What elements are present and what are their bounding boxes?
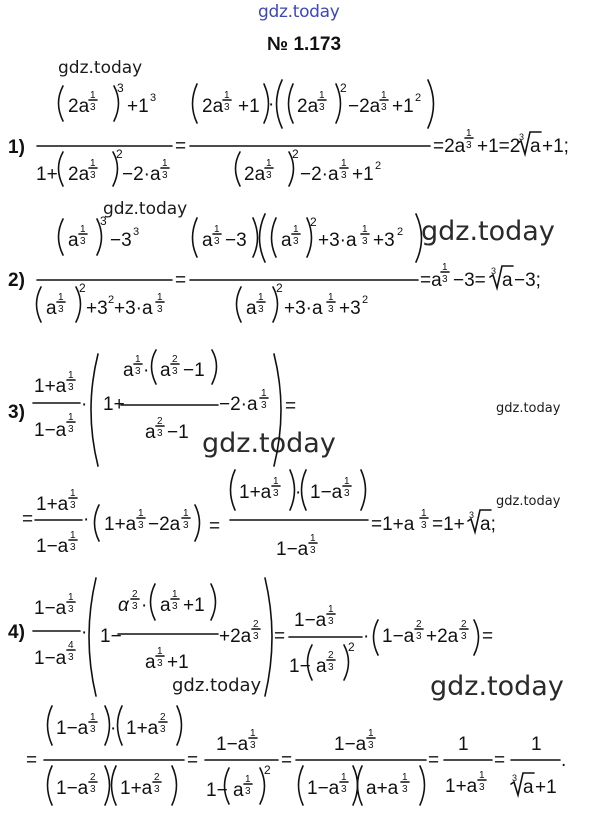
- svg-text:2a: 2a: [244, 164, 266, 185]
- svg-text:a: a: [145, 652, 156, 673]
- svg-text:3: 3: [172, 601, 178, 612]
- svg-text:1: 1: [368, 728, 374, 739]
- svg-text:−2a: −2a: [348, 96, 381, 117]
- svg-text:=: =: [281, 750, 293, 771]
- svg-text:−3: −3: [110, 230, 132, 251]
- svg-text:=a: =a: [420, 270, 442, 291]
- svg-text:3: 3: [68, 424, 74, 435]
- svg-text:1: 1: [183, 508, 189, 519]
- svg-text:3: 3: [133, 226, 140, 238]
- svg-text:1: 1: [310, 533, 316, 544]
- svg-text:3: 3: [68, 652, 74, 663]
- svg-text:2a: 2a: [68, 96, 90, 117]
- svg-text:−3=: −3=: [453, 270, 486, 291]
- svg-text:+1: +1: [183, 595, 205, 616]
- svg-text:3: 3: [157, 658, 163, 669]
- svg-text:1: 1: [138, 508, 144, 519]
- svg-text:1: 1: [466, 128, 472, 139]
- svg-text:1: 1: [328, 604, 334, 615]
- svg-text:1: 1: [70, 488, 76, 499]
- svg-text:3: 3: [80, 236, 86, 247]
- svg-text:a: a: [160, 595, 171, 616]
- svg-text:a: a: [145, 422, 156, 443]
- svg-text:3: 3: [293, 236, 299, 247]
- svg-text:a: a: [160, 360, 171, 381]
- svg-text:3: 3: [310, 545, 316, 556]
- svg-text:1: 1: [293, 224, 299, 235]
- svg-text:2: 2: [160, 712, 166, 723]
- svg-text:1: 1: [162, 158, 168, 169]
- svg-text:1−: 1−: [100, 626, 122, 647]
- svg-text:a: a: [530, 136, 541, 157]
- svg-text:+1=2: +1=2: [477, 136, 521, 157]
- svg-text:3: 3: [328, 616, 334, 627]
- svg-text:1−a: 1−a: [216, 734, 249, 755]
- svg-text:1: 1: [157, 646, 163, 657]
- svg-text:3: 3: [157, 428, 163, 439]
- svg-text:·: ·: [81, 394, 88, 415]
- svg-text:+3: +3: [373, 230, 395, 251]
- svg-text:1: 1: [531, 734, 542, 755]
- svg-text:3: 3: [319, 102, 325, 113]
- svg-text:1: 1: [341, 772, 347, 783]
- svg-text:1: 1: [341, 158, 347, 169]
- svg-text:a: a: [246, 298, 257, 319]
- svg-text:1−a: 1−a: [310, 482, 343, 503]
- svg-text:1: 1: [266, 158, 272, 169]
- svg-text:−2·a: −2·a: [122, 164, 161, 185]
- svg-text:1: 1: [261, 388, 267, 399]
- svg-text:1−a: 1−a: [56, 778, 89, 799]
- watermark: gdz.today: [202, 428, 336, 459]
- svg-text:−2·a: −2·a: [219, 394, 258, 415]
- svg-text:2: 2: [253, 619, 259, 630]
- svg-text:2: 2: [461, 619, 467, 630]
- svg-text:−1: −1: [183, 360, 205, 381]
- svg-text:1: 1: [80, 224, 86, 235]
- watermark: gdz.today: [421, 216, 555, 247]
- svg-text:3: 3: [266, 170, 272, 181]
- svg-text:2: 2: [348, 640, 355, 654]
- svg-text:1−a: 1−a: [56, 718, 89, 739]
- svg-text:3: 3: [250, 740, 256, 751]
- svg-text:2: 2: [116, 147, 123, 161]
- svg-text:a: a: [502, 270, 513, 291]
- svg-text:2: 2: [310, 215, 317, 229]
- svg-text:3: 3: [68, 382, 74, 393]
- svg-text:=: =: [175, 270, 187, 291]
- svg-text:3: 3: [328, 662, 334, 673]
- svg-text:3: 3: [258, 304, 264, 315]
- svg-text:3: 3: [442, 274, 448, 285]
- svg-text:3: 3: [138, 520, 144, 531]
- svg-text:a: a: [68, 230, 79, 251]
- svg-text:1: 1: [90, 158, 96, 169]
- watermark: gdz.today: [496, 494, 561, 509]
- svg-text:+3·a: +3·a: [284, 298, 323, 319]
- svg-text:3: 3: [132, 601, 138, 612]
- svg-text:1: 1: [458, 734, 469, 755]
- svg-text:3: 3: [224, 102, 230, 113]
- svg-text:3: 3: [135, 366, 141, 377]
- svg-text:+3: +3: [339, 298, 361, 319]
- svg-text:3: 3: [70, 500, 76, 511]
- svg-text:3: 3: [466, 140, 472, 151]
- svg-text:3: 3: [70, 542, 76, 553]
- svg-text:3: 3: [162, 170, 168, 181]
- svg-text:1: 1: [172, 589, 178, 600]
- svg-text:3: 3: [341, 170, 347, 181]
- svg-text:3: 3: [58, 304, 64, 315]
- svg-text:a: a: [46, 298, 57, 319]
- svg-text:2: 2: [340, 81, 347, 95]
- svg-text:1: 1: [68, 412, 74, 423]
- svg-text:=: =: [26, 750, 38, 771]
- svg-text:1: 1: [135, 354, 141, 365]
- svg-text:·: ·: [143, 360, 150, 381]
- svg-text:3: 3: [512, 773, 518, 783]
- svg-text:+1: +1: [238, 96, 260, 117]
- svg-text:2: 2: [264, 763, 271, 777]
- svg-text:1−a: 1−a: [276, 539, 309, 560]
- svg-text:1+a: 1+a: [239, 482, 272, 503]
- svg-text:1: 1: [258, 292, 264, 303]
- svg-text:3: 3: [469, 510, 475, 520]
- svg-text:1: 1: [250, 728, 256, 739]
- svg-text:+3·a: +3·a: [114, 298, 153, 319]
- svg-text:1: 1: [90, 712, 96, 723]
- svg-text:+3·a: +3·a: [318, 230, 357, 251]
- svg-text:3: 3: [90, 102, 96, 113]
- svg-text:1+a: 1+a: [120, 778, 153, 799]
- svg-text:1+a: 1+a: [126, 718, 159, 739]
- part-label-4: 4): [8, 622, 25, 643]
- svg-text:1: 1: [421, 508, 427, 519]
- svg-text:a: a: [281, 230, 292, 251]
- svg-text:−3;: −3;: [514, 270, 541, 291]
- svg-text:a: a: [233, 780, 244, 801]
- svg-text:3: 3: [100, 214, 107, 228]
- svg-text:1+: 1+: [103, 394, 125, 415]
- svg-text:3: 3: [183, 520, 189, 531]
- svg-text:1: 1: [479, 770, 485, 781]
- svg-text:2: 2: [172, 354, 178, 365]
- svg-text:1−a: 1−a: [34, 598, 67, 619]
- svg-text:1+a: 1+a: [104, 514, 137, 535]
- svg-text:2: 2: [292, 147, 299, 161]
- svg-text:α: α: [118, 595, 129, 616]
- svg-text:=: =: [209, 516, 221, 537]
- svg-text:a;: a;: [480, 514, 496, 535]
- svg-text:3: 3: [90, 724, 96, 735]
- svg-text:1−a: 1−a: [307, 778, 340, 799]
- svg-text:·: ·: [363, 626, 370, 647]
- svg-text:+1: +1: [535, 777, 557, 798]
- expression-1: [36, 80, 569, 186]
- svg-text:3: 3: [172, 366, 178, 377]
- svg-text:+3: +3: [86, 298, 108, 319]
- svg-text:3: 3: [245, 786, 251, 797]
- svg-text:3: 3: [160, 724, 166, 735]
- svg-text:1: 1: [344, 476, 350, 487]
- svg-text:1−a: 1−a: [34, 420, 67, 441]
- part-label-1: 1): [8, 137, 25, 158]
- svg-text:1−: 1−: [206, 780, 228, 801]
- svg-text:2: 2: [154, 772, 160, 783]
- svg-text:a: a: [523, 777, 534, 798]
- svg-text:3: 3: [328, 304, 334, 315]
- svg-text:=2a: =2a: [433, 136, 466, 157]
- svg-text:3: 3: [150, 92, 157, 104]
- svg-text:=1+: =1+: [432, 514, 465, 535]
- svg-text:3: 3: [381, 102, 387, 113]
- watermark-top: gdz.today: [258, 2, 340, 22]
- svg-text:3: 3: [402, 784, 408, 795]
- expression-3-line-1: [33, 350, 296, 466]
- svg-text:=1+a: =1+a: [371, 514, 415, 535]
- svg-text:+1;: +1;: [542, 136, 569, 157]
- svg-text:2: 2: [375, 160, 382, 172]
- svg-text:+1: +1: [167, 652, 189, 673]
- svg-text:1: 1: [319, 90, 325, 101]
- svg-text:2a: 2a: [297, 96, 319, 117]
- svg-text:1: 1: [245, 774, 251, 785]
- svg-text:1: 1: [58, 292, 64, 303]
- svg-text:3: 3: [273, 488, 279, 499]
- svg-text:3: 3: [157, 304, 163, 315]
- svg-text:2: 2: [415, 92, 422, 104]
- svg-text:3: 3: [461, 631, 467, 642]
- svg-text:3: 3: [214, 236, 220, 247]
- svg-text:1−a: 1−a: [36, 536, 69, 557]
- svg-text:1: 1: [402, 772, 408, 783]
- svg-text:1: 1: [68, 370, 74, 381]
- watermark: gdz.today: [58, 58, 143, 78]
- watermark: gdz.today: [496, 401, 561, 416]
- svg-text:3: 3: [154, 784, 160, 795]
- svg-text:1+a: 1+a: [445, 776, 478, 797]
- svg-text:·: ·: [141, 595, 148, 616]
- svg-text:2: 2: [90, 772, 96, 783]
- svg-text:+2a: +2a: [426, 626, 459, 647]
- svg-text:1: 1: [70, 530, 76, 541]
- part-label-2: 2): [8, 270, 25, 291]
- svg-text:2: 2: [328, 650, 334, 661]
- svg-text:1: 1: [328, 292, 334, 303]
- svg-text:3: 3: [68, 604, 74, 615]
- svg-text:1−a: 1−a: [34, 648, 67, 669]
- svg-text:1: 1: [273, 476, 279, 487]
- svg-text:·: ·: [83, 509, 90, 530]
- svg-text:2: 2: [276, 281, 283, 295]
- svg-text:1−: 1−: [289, 656, 311, 677]
- svg-text:+1: +1: [392, 96, 414, 117]
- svg-text:1: 1: [90, 90, 96, 101]
- svg-text:a: a: [202, 230, 213, 251]
- svg-text:a: a: [123, 360, 134, 381]
- watermark: gdz.today: [103, 199, 188, 219]
- svg-text:2: 2: [132, 589, 138, 600]
- svg-text:·: ·: [81, 622, 88, 643]
- svg-text:=: =: [428, 750, 440, 771]
- svg-text:1: 1: [442, 262, 448, 273]
- svg-text:=: =: [482, 626, 494, 647]
- svg-text:3: 3: [362, 236, 368, 247]
- svg-text:3: 3: [90, 784, 96, 795]
- svg-text:+1: +1: [352, 164, 374, 185]
- svg-text:2: 2: [157, 416, 163, 427]
- svg-text:1+: 1+: [36, 164, 58, 185]
- svg-text:=: =: [175, 136, 187, 157]
- svg-text:−2a: −2a: [148, 514, 181, 535]
- svg-text:3: 3: [117, 81, 124, 95]
- svg-text:4: 4: [68, 640, 74, 651]
- svg-text:3: 3: [261, 400, 267, 411]
- expression-3-line-2: [22, 470, 496, 560]
- expression-4-line-2: [26, 706, 566, 805]
- svg-text:1: 1: [362, 224, 368, 235]
- svg-text:a+a: a+a: [366, 778, 399, 799]
- svg-text:1+a: 1+a: [36, 494, 69, 515]
- svg-text:1: 1: [157, 292, 163, 303]
- svg-text:=: =: [285, 396, 297, 417]
- svg-text:3: 3: [253, 631, 259, 642]
- svg-text:2a: 2a: [202, 96, 224, 117]
- problem-number: № 1.173: [267, 34, 342, 55]
- svg-text:=: =: [22, 509, 34, 530]
- svg-text:3: 3: [90, 170, 96, 181]
- svg-text:2: 2: [362, 294, 369, 306]
- svg-text:1: 1: [214, 224, 220, 235]
- svg-text:=: =: [187, 750, 199, 771]
- svg-text:·: ·: [295, 482, 302, 503]
- svg-text:a: a: [316, 656, 327, 677]
- svg-text:3: 3: [368, 740, 374, 751]
- svg-text:1−a: 1−a: [294, 610, 327, 631]
- svg-text:2: 2: [79, 281, 86, 295]
- svg-text:.: .: [561, 750, 567, 771]
- svg-text:=: =: [494, 750, 506, 771]
- svg-text:−3: −3: [225, 230, 247, 251]
- svg-text:1: 1: [224, 90, 230, 101]
- expression-4-line-1: [33, 578, 493, 696]
- svg-text:2a: 2a: [68, 164, 90, 185]
- svg-text:3: 3: [416, 631, 422, 642]
- svg-text:1: 1: [68, 592, 74, 603]
- svg-text:3: 3: [344, 488, 350, 499]
- svg-text:1: 1: [381, 90, 387, 101]
- svg-text:−1: −1: [167, 422, 189, 443]
- watermark: gdz.today: [430, 671, 564, 702]
- watermark: gdz.today: [172, 675, 262, 696]
- svg-text:·: ·: [110, 718, 117, 739]
- svg-text:3: 3: [341, 784, 347, 795]
- svg-text:·: ·: [268, 94, 275, 115]
- svg-text:1−a: 1−a: [382, 626, 415, 647]
- svg-text:1−a: 1−a: [334, 734, 367, 755]
- expression-2: [37, 214, 541, 322]
- svg-text:+1: +1: [127, 96, 149, 117]
- svg-text:3: 3: [519, 132, 525, 142]
- svg-text:2: 2: [416, 619, 422, 630]
- svg-text:2: 2: [108, 294, 115, 306]
- svg-text:=: =: [274, 626, 286, 647]
- svg-text:+2a: +2a: [219, 626, 252, 647]
- svg-text:3: 3: [479, 782, 485, 793]
- svg-text:3: 3: [421, 520, 427, 531]
- part-label-3: 3): [8, 402, 25, 423]
- svg-text:3: 3: [491, 266, 497, 276]
- svg-text:1+a: 1+a: [34, 376, 67, 397]
- svg-text:2: 2: [397, 226, 404, 238]
- svg-text:−2·a: −2·a: [300, 164, 339, 185]
